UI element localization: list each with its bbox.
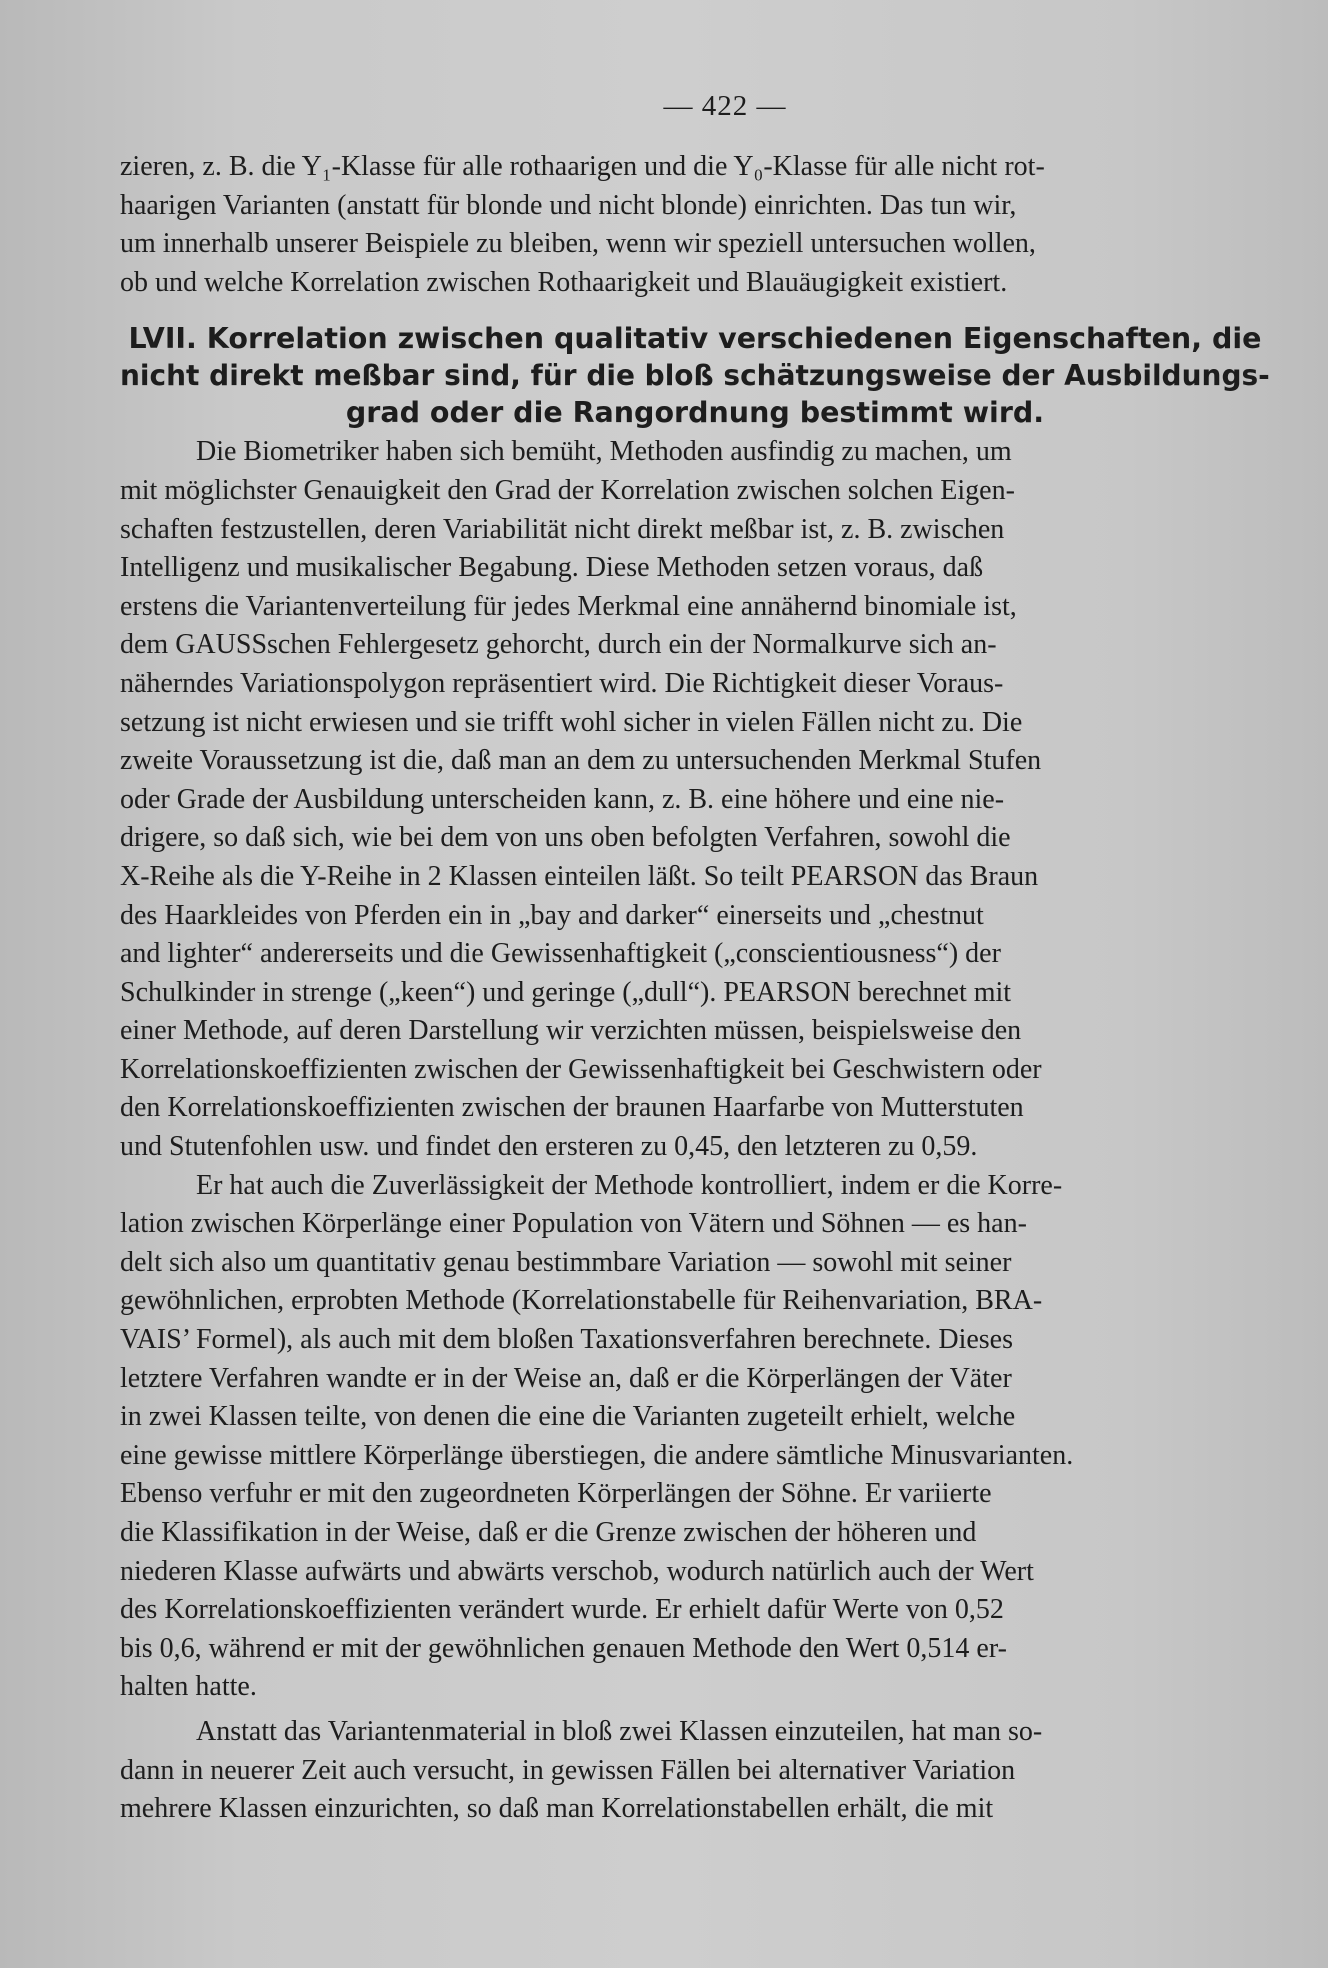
text-line: oder Grade der Ausbildung unterscheiden kann, z. B. eine höhere und eine nie- [120,783,1005,815]
text-line: setzung ist nicht erwiesen und sie trifft wohl sicher in vielen Fällen nicht zu. Die [120,706,1023,738]
section-heading [120,320,1270,431]
heading-line: grad oder die Rangordnung bestimmt wird. [345,396,1045,430]
text-line: X-Reihe als die Y-Reihe in 2 Klassen einteilen läßt. So teilt PEARSON das Braun [120,860,1039,892]
text-line: halten hatte. [120,1671,257,1703]
text-line: niederen Klasse aufwärts und abwärts verschob, wodurch natürlich auch der Wert [120,1555,1034,1587]
text-line: zieren, z. B. die Y₁-Klasse für alle rothaarigen und die Y₀-Klasse für alle nicht rot- [120,151,1045,182]
text-line: drigere, so daß sich, wie bei dem von uns oben befolgten Verfahren, sowohl die [120,822,1011,854]
text-line: delt sich also um quantitativ genau bestimmbare Variation — sowohl mit seiner [120,1246,1012,1278]
text-line: um innerhalb unserer Beispiele zu bleiben, wenn wir speziell untersuchen wollen, [120,228,1036,260]
text-line: gewöhnlichen, erprobten Methode (Korrelationstabelle für Reihenvariation, BRA- [120,1285,1043,1317]
text-line: lation zwischen Körperlänge einer Population von Vätern und Söhnen — es han- [120,1208,1027,1240]
text-line: Die Biometriker haben sich bemüht, Methoden ausfindig zu machen, um [196,436,1012,468]
text-line: ob und welche Korrelation zwischen Rothaarigkeit und Blauäugigkeit existiert. [120,266,1008,298]
paragraph-biometriker [120,433,1270,1166]
text-line: Intelligenz und musikalischer Begabung. Diese Methoden setzen voraus, daß [120,552,984,584]
text-line: mit möglichster Genauigkeit den Grad der Korrelation zwischen solchen Eigen- [120,474,1015,506]
text-line: mehrere Klassen einzurichten, so daß man Korrelationstabellen erhält, die mit [120,1793,994,1825]
text-line: eine gewisse mittlere Körperlänge überstiegen, die andere sämtliche Minusvarianten. [120,1439,1074,1471]
text-line: den Korrelationskoeffizienten zwischen der braunen Haarfarbe von Mutterstuten [120,1092,1024,1124]
text-line: Schulkinder in strenge („keen“) und geringe („dull“). PEARSON berechnet mit [120,976,1012,1008]
page-number: — 422 — [663,90,787,122]
text-line: des Korrelationskoeffizienten verändert wurde. Er erhielt dafür Werte von 0,52 [120,1594,1004,1626]
paragraph-continuation [120,148,1270,302]
text-line: VAIS’ Formel), als auch mit dem bloßen Taxationsverfahren berechnete. Dieses [120,1324,1013,1356]
heading-line: LVII. Korrelation zwischen qualitativ verschiedenen Eigenschaften, die [128,322,1262,356]
text-line: zweite Voraussetzung ist die, daß man an dem zu untersuchenden Merkmal Stufen [120,745,1042,777]
text-line: des Haarkleides von Pferden ein in „bay and darker“ einerseits und „chestnut [120,899,984,931]
text-line: dann in neuerer Zeit auch versucht, in gewissen Fällen bei alternativer Variation [120,1754,1016,1786]
text-line: einer Methode, auf deren Darstellung wir verzichten müssen, beispielsweise den [120,1015,1022,1047]
page-content [120,88,1270,1829]
text-line: Korrelationskoeffizienten zwischen der Gewissenhaftigkeit bei Geschwistern oder [120,1053,1042,1085]
text-line: bis 0,6, während er mit der gewöhnlichen genauen Methode den Wert 0,514 er- [120,1632,1007,1664]
text-line: Ebenso verfuhr er mit den zugeordneten Körperlängen der Söhne. Er variierte [120,1478,992,1510]
text-line: haarigen Varianten (anstatt für blonde und nicht blonde) einrichten. Das tun wir, [120,189,1017,221]
heading-line: nicht direkt meßbar sind, für die bloß schätzungsweise der Ausbildungs- [120,359,1270,393]
text-line: schaften festzustellen, deren Variabilität nicht direkt meßbar ist, z. B. zwischen [120,513,1005,545]
text-line: dem GAUSSschen Fehlergesetz gehorcht, durch ein der Normalkurve sich an- [120,629,997,661]
text-line: letztere Verfahren wandte er in der Weise an, daß er die Körperlängen der Väter [120,1362,1012,1394]
text-line: die Klassifikation in der Weise, daß er die Grenze zwischen der höheren und [120,1517,977,1548]
text-line: Anstatt das Variantenmaterial in bloß zwei Klassen einzuteilen, hat man so- [196,1715,1043,1747]
text-line: Er hat auch die Zuverlässigkeit der Methode kontrolliert, indem er die Korre- [196,1169,1063,1201]
paragraph-zuverlaessigkeit [120,1167,1270,1707]
text-line: näherndes Variationspolygon repräsentiert wird. Die Richtigkeit dieser Voraus- [120,667,1004,699]
text-line: and lighter“ andererseits und die Gewissenhaftigkeit („conscientiousness“) der [120,938,1001,970]
paragraph-anstatt [120,1713,1270,1829]
text-line: in zwei Klassen teilte, von denen die eine die Varianten zugeteilt erhielt, welche [120,1401,1016,1433]
text-line: und Stutenfohlen usw. und findet den ersteren zu 0,45, den letzteren zu 0,59. [120,1131,978,1163]
text-line: erstens die Variantenverteilung für jedes Merkmal eine annähernd binomiale ist, [120,590,1017,622]
